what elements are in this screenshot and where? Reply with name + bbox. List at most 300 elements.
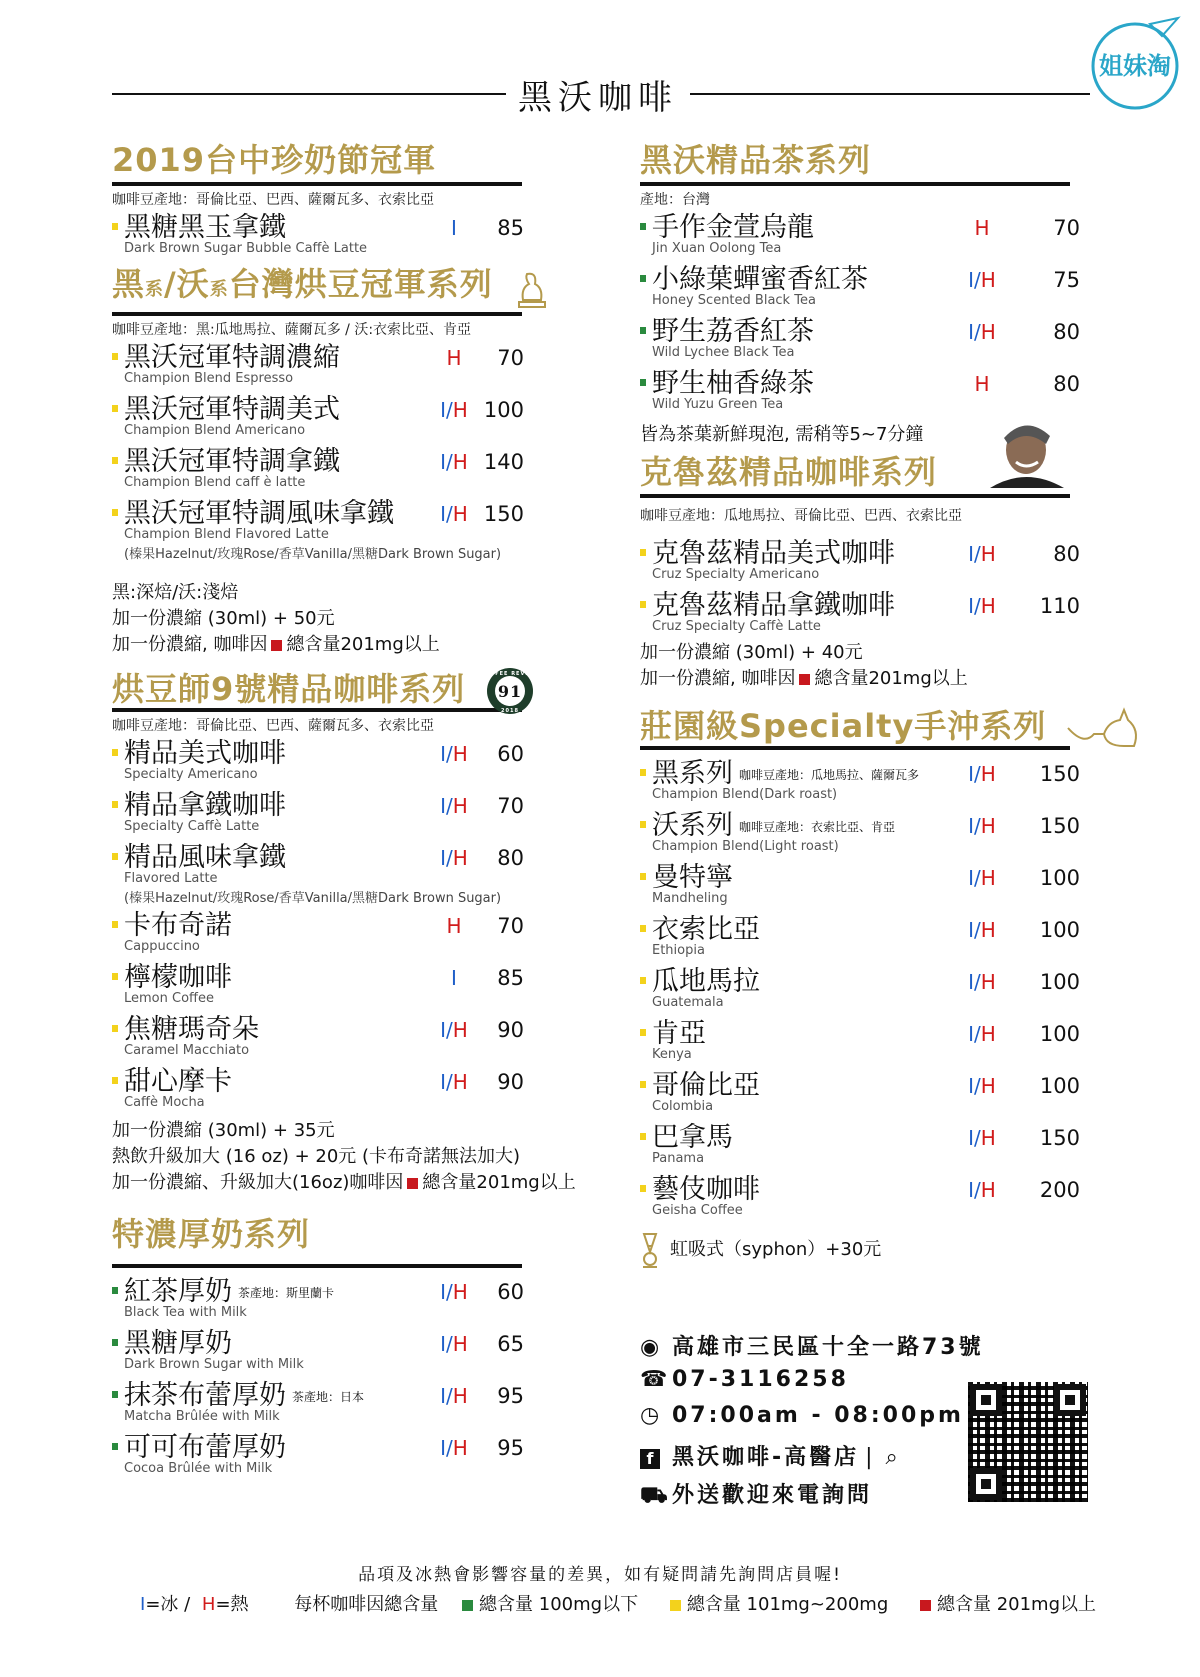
temp-separator: / [446, 450, 453, 474]
qr-finder [970, 1468, 1002, 1500]
green-bullet-icon [112, 1443, 118, 1450]
title-part: 黑 [112, 265, 146, 303]
item-name [652, 1122, 733, 1154]
item-price: 150 [1039, 762, 1080, 786]
note-text: 總含量201mg以上 [422, 1172, 576, 1193]
note-line: 加一份濃縮 (30ml) + 40元 [640, 642, 863, 663]
menu-item [640, 368, 1080, 418]
scooter-icon: ⛟ [640, 1483, 671, 1508]
title-text: 莊園級Specialty手沖系列 [640, 707, 1047, 745]
title-part: 系 [145, 279, 165, 300]
yellow-bullet-icon [640, 1133, 646, 1140]
item-price: 100 [1039, 1022, 1080, 1046]
item-name-text: 抹茶布蕾厚奶 [124, 1380, 286, 1411]
title-text: 克魯茲精品咖啡系列 [640, 453, 938, 491]
item-temperature [434, 502, 474, 526]
item-price: 100 [1039, 970, 1080, 994]
hot-mark: H [452, 1018, 468, 1042]
delivery-text: 外送歡迎來電詢問 [672, 1483, 873, 1508]
item-temperature [962, 320, 1002, 344]
item-name [124, 1328, 232, 1360]
item-english: Dark Brown Sugar Bubble Caffè Latte [124, 241, 368, 256]
section-title [640, 706, 1080, 750]
item-temperature [962, 970, 1002, 994]
hot-mark: H [452, 398, 468, 422]
title-part: 系 [209, 279, 229, 300]
yellow-bullet-icon [112, 353, 118, 360]
menu-item [640, 538, 1080, 588]
item-name [652, 1018, 706, 1050]
temp-separator: / [446, 846, 453, 870]
hot-mark: H [446, 346, 462, 370]
item-price: 200 [1039, 1178, 1080, 1202]
notes [640, 640, 1080, 692]
section-title: 特濃厚奶系列 [112, 1215, 311, 1253]
hot-mark: H [980, 762, 996, 786]
hot-mark: H [452, 1280, 468, 1304]
section-milk [112, 1214, 524, 1482]
clock-icon: ◷ [640, 1403, 663, 1428]
green-bullet-icon [640, 275, 646, 282]
item-english: Geisha Coffee [652, 1203, 743, 1218]
temp-separator: / [974, 1126, 981, 1150]
item-temperature [434, 1280, 474, 1304]
item-origin: 咖啡豆產地：瓜地馬拉、薩爾瓦多 [739, 767, 920, 782]
hot-mark: H [980, 268, 996, 292]
red-square-icon [799, 674, 810, 685]
yellow-bullet-icon [640, 873, 646, 880]
ice-mark: I [968, 866, 975, 890]
item-name [124, 342, 340, 374]
ice-mark: I [440, 1332, 447, 1356]
temp-separator: / [974, 1178, 981, 1202]
menu-item [640, 1174, 1080, 1224]
item-price: 100 [483, 398, 524, 422]
hot-mark: H [980, 1178, 996, 1202]
item-price: 150 [483, 502, 524, 526]
yellow-bullet-icon [112, 457, 118, 464]
item-temperature [962, 1178, 1002, 1202]
ice-mark: I [440, 1436, 447, 1460]
item-name-text: 黑糖黑玉拿鐵 [124, 212, 286, 243]
item-english: Champion Blend(Light roast) [652, 839, 839, 854]
item-name [652, 590, 895, 622]
yellow-bullet-icon [112, 509, 118, 516]
yellow-bullet-icon [112, 853, 118, 860]
note-line: 皆為茶葉新鮮現泡, 需稍等5~7分鐘 [640, 424, 924, 445]
hot-mark: H [452, 794, 468, 818]
item-price: 80 [497, 846, 524, 870]
red-square-icon [271, 640, 282, 651]
item-english: Honey Scented Black Tea [652, 293, 816, 308]
temp-separator: / [974, 970, 981, 994]
green-bullet-icon [640, 379, 646, 386]
qr-finder [1054, 1384, 1086, 1416]
temp-separator: / [974, 268, 981, 292]
item-name [124, 498, 394, 530]
item-english: Lemon Coffee [124, 991, 214, 1006]
item-name-text: 克魯茲精品美式咖啡 [652, 538, 895, 569]
item-name-text: 衣索比亞 [652, 914, 760, 945]
syphon-note [640, 1232, 1080, 1268]
menu-item [112, 910, 524, 960]
legend-ice-text: =冰 / [145, 1594, 191, 1615]
ice-mark: I [968, 1074, 975, 1098]
item-english: Cappuccino [124, 939, 200, 954]
logo-text: 姐妹淘 [1099, 52, 1171, 80]
section-rule [112, 1264, 522, 1268]
hours-text: 07:00am - 08:00pm [672, 1403, 964, 1428]
ice-mark: I [451, 216, 457, 240]
item-english: Matcha Brûlée with Milk [124, 1409, 280, 1424]
syphon-icon [640, 1232, 660, 1268]
item-name-text: 卡布奇諾 [124, 910, 232, 941]
item-name-text: 哥倫比亞 [652, 1070, 760, 1101]
section-rule [640, 494, 1070, 498]
item-name [652, 538, 895, 570]
syphon-text: 虹吸式（syphon）+30元 [670, 1239, 882, 1260]
temp-separator: / [974, 594, 981, 618]
menu-item [112, 790, 524, 840]
hot-mark: H [980, 970, 996, 994]
item-price: 95 [497, 1384, 524, 1408]
menu-item [640, 758, 1080, 808]
kettle-icon [1064, 706, 1144, 750]
item-origin: 咖啡豆產地：衣索比亞、肯亞 [739, 819, 896, 834]
hot-mark: H [980, 320, 996, 344]
item-english: Champion Blend(Dark roast) [652, 787, 838, 802]
item-temperature [962, 762, 1002, 786]
item-origin: 茶產地：斯里蘭卡 [238, 1285, 335, 1300]
logo [1080, 14, 1190, 114]
badge-year: 2018 [501, 708, 520, 714]
item-temperature [434, 794, 474, 818]
phone-icon: ☎ [640, 1367, 671, 1392]
item-temperature [434, 914, 474, 938]
item-name-text: 可可布蕾厚奶 [124, 1432, 286, 1463]
item-price: 150 [1039, 814, 1080, 838]
item-name-text: 黑沃冠軍特調拿鐵 [124, 446, 340, 477]
green-bullet-icon [112, 1287, 118, 1294]
menu-item [640, 264, 1080, 314]
menu-item [640, 1018, 1080, 1068]
hot-mark: H [980, 866, 996, 890]
ice-mark: I [440, 794, 447, 818]
note-line: 加一份濃縮 (30ml) + 50元 [112, 608, 335, 629]
ice-mark: I [968, 1022, 975, 1046]
hot-mark: H [452, 1436, 468, 1460]
qr-code[interactable] [968, 1382, 1088, 1502]
section-title: 黑沃精品茶系列 [640, 141, 872, 179]
temp-separator: / [974, 814, 981, 838]
item-name [124, 446, 340, 478]
item-english: Mandheling [652, 891, 728, 906]
item-price: 100 [1039, 918, 1080, 942]
item-list [112, 212, 524, 262]
facebook-icon: f [640, 1445, 672, 1470]
item-name [652, 264, 868, 296]
item-price: 75 [1053, 268, 1080, 292]
note-caffeine [112, 1170, 576, 1196]
item-temperature [962, 1126, 1002, 1150]
item-price: 80 [1053, 372, 1080, 396]
ice-mark: I [440, 1280, 447, 1304]
menu-item [112, 498, 524, 564]
temp-separator: / [974, 320, 981, 344]
item-name-text: 小綠葉蟬蜜香紅茶 [652, 264, 868, 295]
yellow-bullet-icon [640, 769, 646, 776]
item-english: Wild Lychee Black Tea [652, 345, 795, 360]
badge-top: COFFEE REVIEW [481, 671, 540, 677]
badge-number: 91 [498, 682, 523, 701]
title-part: /沃 [164, 265, 210, 303]
menu-item [112, 446, 524, 496]
item-temperature [962, 542, 1002, 566]
hot-mark: H [452, 846, 468, 870]
section-roast-champion [112, 264, 524, 658]
ice-mark: I [968, 762, 975, 786]
yellow-bullet-icon [112, 223, 118, 230]
item-price: 60 [497, 742, 524, 766]
note-caffeine [112, 632, 524, 658]
temp-separator: / [974, 918, 981, 942]
item-name [124, 1014, 259, 1046]
address-row [640, 1330, 1040, 1361]
facebook-text: 黑沃咖啡-高醫店 [672, 1445, 860, 1470]
section-champion2019 [112, 140, 524, 262]
menu-item [640, 810, 1080, 860]
legend-green: 總含量 100mg以下 [479, 1594, 639, 1615]
item-name-text: 克魯茲精品拿鐵咖啡 [652, 590, 895, 621]
item-name-text: 精品風味拿鐵 [124, 842, 286, 873]
item-name [652, 862, 733, 894]
ice-mark: I [451, 966, 457, 990]
item-price: 60 [497, 1280, 524, 1304]
hot-mark: H [980, 814, 996, 838]
legend-ice-letter: I [140, 1594, 146, 1615]
ice-mark: I [968, 268, 975, 292]
menu-item [640, 590, 1080, 640]
item-name [652, 914, 760, 946]
item-english: Specialty Caffè Latte [124, 819, 260, 834]
item-temperature [434, 1332, 474, 1356]
menu-item [640, 316, 1080, 366]
item-price: 90 [497, 1018, 524, 1042]
temp-separator: / [446, 1384, 453, 1408]
yellow-square-icon [670, 1600, 681, 1611]
menu-item [112, 962, 524, 1012]
item-english: Champion Blend Flavored Latte [124, 527, 329, 542]
ice-mark: I [440, 450, 447, 474]
item-name [652, 368, 814, 400]
temp-separator: / [974, 542, 981, 566]
item-english: Wild Yuzu Green Tea [652, 397, 784, 412]
menu-item [640, 966, 1080, 1016]
yellow-bullet-icon [640, 549, 646, 556]
origin-text: 咖啡豆產地：哥倫比亞、巴西、薩爾瓦多、衣索比亞 [112, 718, 434, 734]
yellow-bullet-icon [640, 1185, 646, 1192]
menu-item [112, 738, 524, 788]
section-title [112, 264, 524, 310]
temp-separator: / [446, 1332, 453, 1356]
section-title [112, 666, 540, 716]
hot-mark: H [446, 914, 462, 938]
item-english: Kenya [652, 1047, 692, 1062]
item-price: 140 [483, 450, 524, 474]
temp-separator: / [974, 762, 981, 786]
item-price: 80 [1053, 542, 1080, 566]
yellow-bullet-icon [640, 977, 646, 984]
right-column [640, 140, 1080, 1268]
hot-mark: H [980, 1022, 996, 1046]
section-rule [640, 182, 1070, 186]
footer-note: 品項及冰熱會影響容量的差異，如有疑問請先詢問店員喔! [358, 1565, 842, 1585]
item-english: Champion Blend caff è latte [124, 475, 306, 490]
temp-separator: / [974, 1022, 981, 1046]
yellow-bullet-icon [112, 973, 118, 980]
item-english: Cocoa Brûlée with Milk [124, 1461, 273, 1476]
item-price: 95 [497, 1436, 524, 1460]
item-temperature [434, 966, 474, 990]
address-text: 高雄市三民區十全一路73號 [672, 1335, 984, 1360]
yellow-bullet-icon [640, 601, 646, 608]
item-name-text: 巴拿馬 [652, 1122, 733, 1153]
item-english: Champion Blend Americano [124, 423, 306, 438]
barista-portrait-icon [980, 418, 1070, 488]
section-rule [112, 312, 522, 316]
note-text: 總含量201mg以上 [286, 634, 440, 655]
red-square-icon [407, 1178, 418, 1189]
item-price: 70 [497, 914, 524, 938]
item-name-text: 曼特寧 [652, 862, 733, 893]
location-pin-icon: ◉ [640, 1335, 663, 1360]
menu-item [112, 394, 524, 444]
item-price: 70 [1053, 216, 1080, 240]
hot-mark: H [452, 1384, 468, 1408]
item-name [124, 1380, 364, 1413]
item-price: 80 [1053, 320, 1080, 344]
item-name-text: 藝伎咖啡 [652, 1174, 760, 1205]
section-title [640, 452, 1080, 492]
item-name [652, 810, 895, 843]
caffeine-label: 每杯咖啡因總含量 [294, 1594, 439, 1615]
item-name [652, 212, 814, 244]
item-list [640, 538, 1080, 640]
temp-separator: / [446, 398, 453, 422]
item-temperature [962, 866, 1002, 890]
item-price: 100 [1039, 866, 1080, 890]
item-list [640, 758, 1080, 1224]
yellow-bullet-icon [112, 749, 118, 756]
item-temperature [434, 216, 474, 240]
item-name [124, 1066, 232, 1098]
ice-mark: I [440, 502, 447, 526]
yellow-bullet-icon [112, 405, 118, 412]
hot-mark: H [980, 1126, 996, 1150]
title-part: 台灣烘豆冠軍系列 [228, 265, 493, 303]
item-name-text: 黑沃冠軍特調風味拿鐵 [124, 498, 394, 529]
yellow-bullet-icon [640, 925, 646, 932]
item-name-text: 精品美式咖啡 [124, 738, 286, 769]
legend-red: 總含量 201mg以上 [936, 1594, 1097, 1615]
item-english: Dark Brown Sugar with Milk [124, 1357, 304, 1372]
menu-item [112, 342, 524, 392]
title-text: 烘豆師9號精品咖啡系列 [112, 670, 466, 708]
ice-mark: I [968, 1126, 975, 1150]
ice-mark: I [968, 320, 975, 344]
item-name [124, 394, 340, 426]
menu-item [640, 1122, 1080, 1172]
item-english: Colombia [652, 1099, 714, 1114]
item-name-text: 甜心摩卡 [124, 1066, 232, 1097]
temp-separator: / [446, 742, 453, 766]
section-cruz [640, 452, 1080, 692]
section-title: 2019台中珍奶節冠軍 [112, 141, 437, 179]
item-name-text: 焦糖瑪奇朵 [124, 1014, 259, 1045]
hot-mark: H [974, 372, 990, 396]
header-rule-right [690, 93, 1090, 95]
item-name [652, 758, 919, 791]
yellow-bullet-icon [112, 921, 118, 928]
item-english: Champion Blend Espresso [124, 371, 294, 386]
item-name [124, 910, 232, 942]
menu-item [112, 1328, 524, 1378]
notes [112, 1118, 576, 1196]
item-name-text: 沃系列 [652, 810, 733, 841]
item-english: Jin Xuan Oolong Tea [652, 241, 782, 256]
temp-separator: / [446, 1070, 453, 1094]
item-price: 70 [497, 346, 524, 370]
yellow-bullet-icon [112, 801, 118, 808]
temp-separator: / [446, 1018, 453, 1042]
item-name-text: 精品拿鐵咖啡 [124, 790, 286, 821]
item-english: Specialty Americano [124, 767, 258, 782]
item-temperature [434, 450, 474, 474]
hot-mark: H [980, 594, 996, 618]
item-english: Cruz Specialty Americano [652, 567, 820, 582]
item-temperature [434, 398, 474, 422]
item-price: 70 [497, 794, 524, 818]
hot-mark: H [974, 216, 990, 240]
footer-legend [140, 1590, 1102, 1616]
ice-mark: I [440, 398, 447, 422]
item-list [112, 1276, 524, 1482]
temp-separator: / [446, 502, 453, 526]
notes [112, 580, 524, 658]
menu-item [112, 842, 524, 908]
item-english: Caramel Macchiato [124, 1043, 250, 1058]
item-name [124, 842, 286, 874]
ice-mark: I [440, 846, 447, 870]
hot-mark: H [452, 1070, 468, 1094]
yellow-bullet-icon [640, 1081, 646, 1088]
yellow-bullet-icon [112, 1077, 118, 1084]
item-name [124, 1276, 334, 1309]
item-english: Panama [652, 1151, 705, 1166]
green-bullet-icon [640, 327, 646, 334]
ice-mark: I [968, 970, 975, 994]
note-caffeine [640, 666, 1080, 692]
qr-finder [970, 1384, 1002, 1416]
menu-item [640, 212, 1080, 262]
section-tea [640, 140, 1080, 448]
menu-item [112, 1432, 524, 1482]
ice-mark: I [440, 1384, 447, 1408]
item-name-text: 黑沃冠軍特調濃縮 [124, 342, 340, 373]
item-name-text: 黑沃冠軍特調美式 [124, 394, 340, 425]
item-temperature [434, 846, 474, 870]
yellow-bullet-icon [112, 1025, 118, 1032]
